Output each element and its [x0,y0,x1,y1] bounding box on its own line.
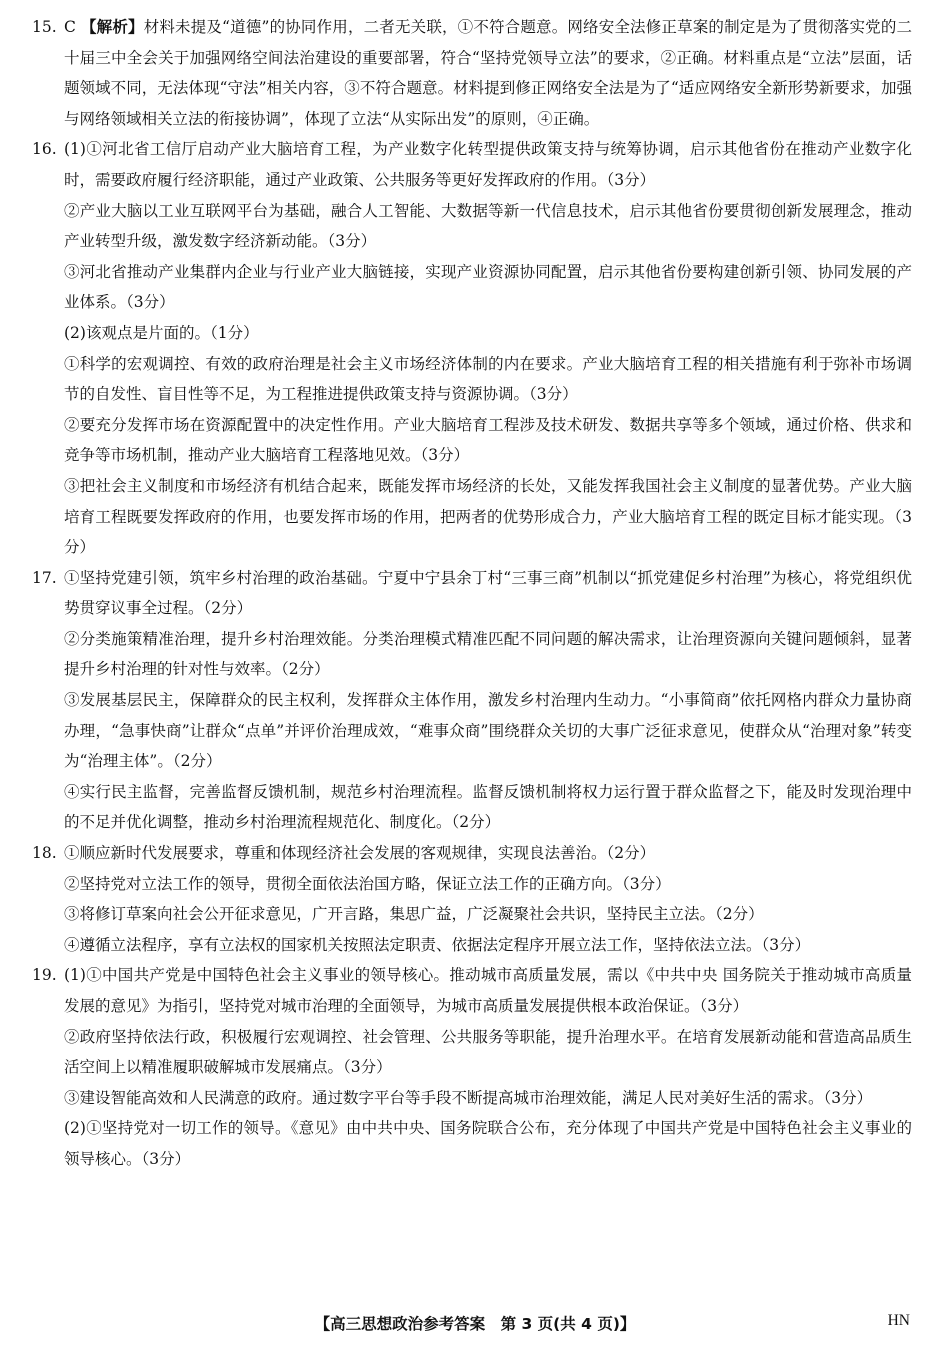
answer-body [64,838,912,960]
question-number: 15. [32,18,57,36]
answer-19 [32,960,912,1174]
answer-paragraph: ②政府坚持依法行政，积极履行宏观调控、社会管理、公共服务等职能，提升治理水平。在培育发展新动能和营造高品质生活空间上以精准履职破解城市发展痛点。（3分） [64,1027,912,1077]
question-number: 17. [32,568,57,587]
answer-paragraph: ③河北省推动产业集群内企业与行业产业大脑链接，实现产业资源协同配置，启示其他省份要构建创新引领、协同发展的产业体系。（3分） [64,262,912,312]
answer-paragraph: ①科学的宏观调控、有效的政府治理是社会主义市场经济体制的内在要求。产业大脑培育工程的相关措施有利于弥补市场调节的自发性、盲目性等不足，为工程推进提供政策支持与资源协调。（3分） [64,354,912,404]
answer-paragraph: ④实行民主监督，完善监督反馈机制，规范乡村治理流程。监督反馈机制将权力运行置于群众监督之下，能及时发现治理中的不足并优化调整，推动乡村治理流程规范化、制度化。（2分） [64,782,912,832]
answer-paragraph: ①坚持党建引领，筑牢乡村治理的政治基础。宁夏中宁县余丁村“三事三商”机制以“抓党建促乡村治理”为核心，将党组织优势贯穿议事全过程。（2分） [64,568,912,618]
answer-paragraph: ②要充分发挥市场在资源配置中的决定性作用。产业大脑培育工程涉及技术研发、数据共享等多个领域，通过价格、供求和竞争等市场机制，推动产业大脑培育工程落地见效。（3分） [64,415,912,465]
answer-paragraph: ③发展基层民主，保障群众的民主权利，发挥群众主体作用，激发乡村治理内生动力。“小事简商”依托网格内群众力量协商办理，“急事快商”让群众“点单”并评价治理成效，“难事众商”围绕群众关切的大事广泛征求意见，使群众从“治理对象”转变为“治理主体”。（2分） [64,691,912,771]
answer-paragraph: ①顺应新时代发展要求，尊重和体现经济社会发展的客观规律，实现良法善治。（2分） [64,844,656,863]
question-number: 16. [32,140,57,159]
answer-17 [32,563,912,838]
answer-paragraph: ②产业大脑以工业互联网平台为基础，融合人工智能、大数据等新一代信息技术，启示其他省份要贯彻创新发展理念，推动产业转型升级，激发数字经济新动能。（3分） [64,201,912,251]
answer-body [64,12,912,134]
answer-paragraph: ③将修订草案向社会公开征求意见，广开言路，集思广益，广泛凝聚社会共识，坚持民主立法。（2分） [64,905,764,924]
question-number: 18. [32,844,57,863]
footer-code: HN [887,1312,910,1329]
answer-paragraph: (2)①坚持党对一切工作的领导。《意见》由中共中央、国务院联合公布，充分体现了中国共产党是中国特色社会主义事业的领导核心。（3分） [64,1119,912,1168]
answer-paragraph: ②坚持党对立法工作的领导，贯彻全面依法治国方略，保证立法工作的正确方向。（3分） [64,874,671,893]
answer-paragraph: (1)①中国共产党是中国特色社会主义事业的领导核心。推动城市高质量发展，需以《中共中央 国务院关于推动城市高质量发展的意见》为指引，坚持党对城市治理的全面领导，为城市高质量发展提供根本政治保证。（3分） [64,966,912,1015]
answer-body [64,563,912,838]
analysis-text: 材料未提及“道德”的协同作用，二者无关联，①不符合题意。网络安全法修正草案的制定是为了贯彻落实党的二十届三中全会关于加强网络空间法治建设的重要部署，符合“坚持党领导立法”的要求，②正确。材料重点是“立法”层面，话题领域不同，无法体现“守法”相关内容，③不符合题意。材料提到修正网络安全法是为了“适应网络安全新形势新要求，加强与网络领域相关立法的衔接协调”，体现了立法“从实际出发”的原则，④正确。 [64,18,912,128]
answer-choice: C [64,18,76,36]
answer-paragraph: ③把社会主义制度和市场经济有机结合起来，既能发挥市场经济的长处，又能发挥我国社会主义制度的显著优势。产业大脑培育工程既要发挥政府的作用，也要发挥市场的作用，把两者的优势形成合力，产业大脑培育工程的既定目标才能实现。（3分） [64,476,912,557]
answer-18 [32,838,912,960]
answer-paragraph: (1)①河北省工信厅启动产业大脑培育工程，为产业数字化转型提供政策支持与统筹协调，启示其他省份在推动产业数字化时，需要政府履行经济职能，通过产业政策、公共服务等更好发挥政府的作用。（3分） [64,140,912,189]
answer-body [64,134,912,562]
answer-15 [32,12,912,134]
answer-paragraph: ③建设智能高效和人民满意的政府。通过数字平台等手段不断提高城市治理效能，满足人民对美好生活的需求。（3分） [64,1088,873,1107]
analysis-tag: 【解析】 [80,18,144,36]
question-number: 19. [32,966,57,985]
answer-paragraph: (2)该观点是片面的。（1分） [64,323,259,342]
page-footer [0,1312,950,1342]
answer-paragraph: ②分类施策精准治理，提升乡村治理效能。分类治理模式精准匹配不同问题的解决需求，让治理资源向关键问题倾斜，显著提升乡村治理的针对性与效率。（2分） [64,629,912,679]
footer-title: 【高三思想政治参考答案 第 3 页(共 4 页)】 [314,1315,636,1333]
answer-body [64,960,912,1174]
answer-16 [32,134,912,562]
answer-paragraph [64,12,912,134]
answer-paragraph: ④遵循立法程序，享有立法权的国家机关按照法定职责、依据法定程序开展立法工作，坚持依法立法。（3分） [64,935,811,954]
answer-page [32,12,912,1175]
